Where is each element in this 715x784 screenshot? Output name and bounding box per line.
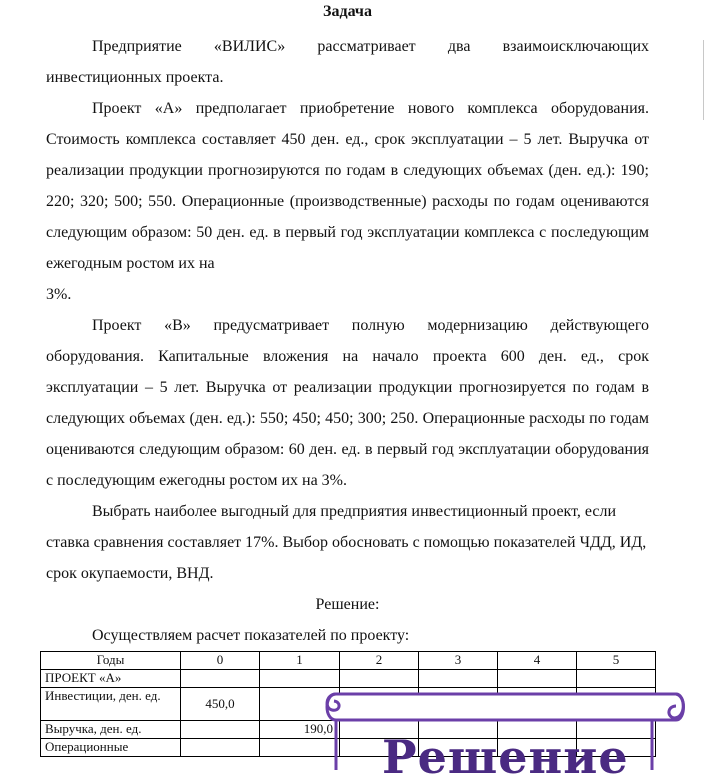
- task-title: Задача: [323, 3, 372, 20]
- solution-banner-text: Решение: [382, 730, 629, 784]
- project-a-paragraph: [46, 93, 649, 310]
- table-cell: 190,0: [260, 721, 340, 739]
- table-cell: 1: [260, 652, 340, 670]
- calc-intro-paragraph: Осуществляем расчет показателей по проекту:: [92, 627, 410, 644]
- table-cell: [498, 670, 577, 688]
- table-cell: 2: [340, 652, 419, 670]
- project-a-last-line: 3%.: [46, 286, 72, 303]
- project-a-text: Проект «А» предполагает приобретение нового комплекса оборудования. Стоимость комплекса составляет 450 ден. ед., срок эксплуатации – 5 лет. Выручка от реализации продукции прогнозируются по годам в следующих объемах (ден. ед.): 190; 220; 320; 500; 550. Операционные (производственные) расходы по годам оцениваются следующим образом: 50 ден. ед. в первый год эксплуатации комплекса с последующим ежегодным ростом их на: [46, 100, 649, 272]
- table-cell: 450,0: [181, 688, 260, 721]
- table-cell: [577, 670, 656, 688]
- table-cell: [340, 670, 419, 688]
- task-body: [46, 31, 649, 651]
- table-cell: [419, 670, 498, 688]
- table-cell: 4: [498, 652, 577, 670]
- table-header-row: [41, 652, 656, 670]
- table-cell: 3: [419, 652, 498, 670]
- table-cell: Инвестиции, ден. ед.: [41, 688, 181, 721]
- solution-heading: Решение:: [315, 596, 380, 613]
- intro-paragraph: Предприятие «ВИЛИС» рассматривает два взаимоисключающих инвестиционных проекта.: [46, 38, 649, 86]
- table-row: [41, 670, 656, 688]
- table-cell: ПРОЕКТ «А»: [41, 670, 181, 688]
- task-paragraph: Выбрать наиболее выгодный для предприятия инвестиционный проект, если ставка сравнения составляет 17%. Выбор обосновать с помощью показателей ЧДД, ИД, срок окупаемости, ВНД.: [46, 503, 647, 582]
- page-edge-line: [703, 40, 704, 120]
- table-cell: [181, 670, 260, 688]
- table-cell: Выручка, ден. ед.: [41, 721, 181, 739]
- table-cell: 0: [181, 652, 260, 670]
- table-cell: Годы: [41, 652, 181, 670]
- table-cell: [181, 721, 260, 739]
- table-cell: 5: [577, 652, 656, 670]
- table-cell: [260, 670, 340, 688]
- table-cell: [181, 739, 260, 757]
- project-b-paragraph: Проект «В» предусматривает полную модернизацию действующего оборудования. Капитальные вложения на начало проекта 600 ден. ед., срок эксплуатации – 5 лет. Выручка от реализации продукции прогнозируется по годам в следующих объемах (ден. ед.): 550; 450; 450; 300; 250. Операционные расходы по годам оцениваются следующим образом: 60 ден. ед. в первый год эксплуатации оборудования с последующим ежегодны ростом их на 3%.: [46, 317, 649, 489]
- table-cell: Операционные: [41, 739, 181, 757]
